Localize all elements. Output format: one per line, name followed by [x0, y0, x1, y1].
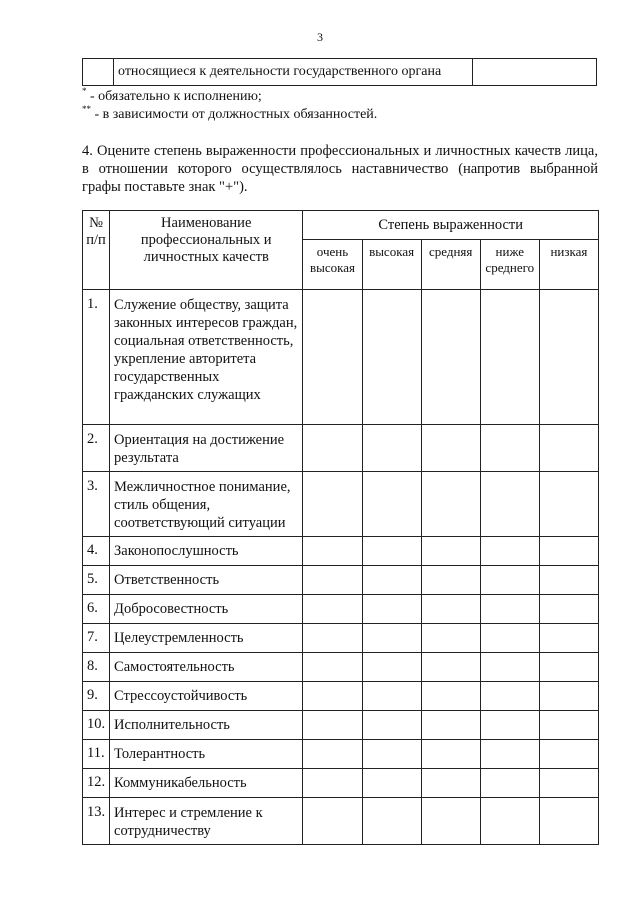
table-row [83, 653, 599, 682]
footnote-duties [82, 104, 378, 123]
rating-cell[interactable] [421, 595, 480, 624]
rating-cell[interactable] [480, 711, 539, 740]
rating-cell[interactable] [362, 595, 421, 624]
row-number: 8. [83, 653, 110, 682]
header-degree: Степень выраженности [303, 211, 599, 240]
table-row [83, 425, 599, 472]
rating-cell[interactable] [362, 566, 421, 595]
row-number: 2. [83, 425, 110, 472]
rating-cell[interactable] [362, 769, 421, 798]
rating-cell[interactable] [421, 653, 480, 682]
rating-cell[interactable] [480, 798, 539, 845]
footnote-text-duties: - в зависимости от должностных обязанностей. [91, 107, 378, 122]
row-quality-name: Целеустремленность [110, 624, 303, 653]
rating-cell[interactable] [362, 740, 421, 769]
row-number: 3. [83, 472, 110, 537]
rating-cell[interactable] [421, 425, 480, 472]
row-quality-name: Интерес и стремление к сотрудничеству [110, 798, 303, 845]
table-row [83, 740, 599, 769]
rating-cell[interactable] [539, 653, 598, 682]
row-number: 10. [83, 711, 110, 740]
rating-cell[interactable] [421, 566, 480, 595]
rating-cell[interactable] [480, 566, 539, 595]
rating-cell[interactable] [362, 290, 421, 425]
table-row [83, 595, 599, 624]
rating-cell[interactable] [303, 537, 362, 566]
rating-cell[interactable] [539, 798, 598, 845]
rating-cell[interactable] [362, 682, 421, 711]
table-row [83, 472, 599, 537]
rating-cell[interactable] [303, 798, 362, 845]
row-number: 5. [83, 566, 110, 595]
rating-cell[interactable] [303, 682, 362, 711]
row-quality-name: Самостоятельность [110, 653, 303, 682]
rating-cell[interactable] [421, 537, 480, 566]
footnote-mark-double: ** [82, 104, 91, 114]
rating-cell[interactable] [362, 537, 421, 566]
table-row [83, 682, 599, 711]
rating-cell[interactable] [303, 653, 362, 682]
row-number: 6. [83, 595, 110, 624]
table-row [83, 711, 599, 740]
row-quality-name: Толерантность [110, 740, 303, 769]
rating-cell[interactable] [539, 472, 598, 537]
rating-cell[interactable] [539, 740, 598, 769]
rating-cell[interactable] [480, 682, 539, 711]
rating-cell[interactable] [303, 290, 362, 425]
row-quality-name: Стрессоустойчивость [110, 682, 303, 711]
table-row [83, 798, 599, 845]
footnote-mandatory [82, 86, 262, 105]
rating-cell[interactable] [362, 653, 421, 682]
continuation-mark-cell[interactable] [473, 59, 597, 86]
continuation-num-cell [83, 59, 114, 86]
row-quality-name: Коммуникабельность [110, 769, 303, 798]
rating-cell[interactable] [303, 566, 362, 595]
rating-cell[interactable] [480, 740, 539, 769]
header-degree-option: низкая [539, 240, 598, 290]
qualities-table [82, 210, 599, 845]
rating-cell[interactable] [421, 798, 480, 845]
rating-cell[interactable] [421, 769, 480, 798]
footnote-text-mandatory: - обязательно к исполнению; [86, 89, 262, 104]
row-quality-name: Межличностное понимание, стиль общения, соответствующий ситуации [110, 472, 303, 537]
rating-cell[interactable] [539, 537, 598, 566]
rating-cell[interactable] [303, 769, 362, 798]
rating-cell[interactable] [539, 566, 598, 595]
page-number: 3 [317, 30, 323, 44]
continuation-text-cell: относящиеся к деятельности государственного органа [114, 59, 473, 86]
row-number: 9. [83, 682, 110, 711]
rating-cell[interactable] [362, 425, 421, 472]
rating-cell[interactable] [480, 624, 539, 653]
rating-cell[interactable] [362, 472, 421, 537]
rating-cell[interactable] [480, 537, 539, 566]
row-quality-name: Ответственность [110, 566, 303, 595]
row-quality-name: Ориентация на достижение результата [110, 425, 303, 472]
table-row [83, 566, 599, 595]
rating-cell[interactable] [362, 798, 421, 845]
rating-cell[interactable] [303, 472, 362, 537]
row-number: 7. [83, 624, 110, 653]
rating-cell[interactable] [539, 595, 598, 624]
continuation-table [82, 58, 597, 86]
rating-cell[interactable] [421, 472, 480, 537]
row-number: 1. [83, 290, 110, 425]
rating-cell[interactable] [480, 425, 539, 472]
row-number: 11. [83, 740, 110, 769]
table-row [83, 290, 599, 425]
rating-cell[interactable] [362, 711, 421, 740]
rating-cell[interactable] [539, 711, 598, 740]
header-degree-option: очень высокая [303, 240, 362, 290]
rating-cell[interactable] [303, 711, 362, 740]
row-quality-name: Добросовестность [110, 595, 303, 624]
rating-cell[interactable] [421, 682, 480, 711]
rating-cell[interactable] [480, 290, 539, 425]
header-quality-name: Наименование профессиональных и личностных качеств [110, 211, 303, 290]
row-quality-name: Законопослушность [110, 537, 303, 566]
rating-cell[interactable] [303, 624, 362, 653]
rating-cell[interactable] [421, 290, 480, 425]
rating-cell[interactable] [303, 595, 362, 624]
rating-cell[interactable] [421, 740, 480, 769]
footnote-mark-single: * [82, 86, 87, 96]
continuation-row [83, 59, 597, 86]
row-number: 12. [83, 769, 110, 798]
row-number: 13. [83, 798, 110, 845]
table-row [83, 624, 599, 653]
rating-cell[interactable] [303, 740, 362, 769]
rating-cell[interactable] [480, 769, 539, 798]
rating-cell[interactable] [480, 472, 539, 537]
header-degree-option: средняя [421, 240, 480, 290]
header-degree-option: ниже среднего [480, 240, 539, 290]
rating-cell[interactable] [539, 290, 598, 425]
rating-cell[interactable] [539, 624, 598, 653]
table-row [83, 769, 599, 798]
rating-cell[interactable] [539, 425, 598, 472]
instruction-paragraph: 4. Оцените степень выраженности профессиональных и личностных качеств лица, в отношении которого осуществлялось наставничество (напротив выбранной графы поставьте знак "+"). [82, 143, 598, 195]
rating-cell[interactable] [539, 769, 598, 798]
row-quality-name: Исполнительность [110, 711, 303, 740]
rating-cell[interactable] [539, 682, 598, 711]
table-row [83, 537, 599, 566]
rating-cell[interactable] [303, 425, 362, 472]
rating-cell[interactable] [480, 595, 539, 624]
rating-cell[interactable] [421, 711, 480, 740]
header-degree-option: высокая [362, 240, 421, 290]
rating-cell[interactable] [421, 624, 480, 653]
rating-cell[interactable] [362, 624, 421, 653]
rating-cell[interactable] [480, 653, 539, 682]
header-number: № п/п [83, 211, 110, 290]
row-number: 4. [83, 537, 110, 566]
row-quality-name: Служение обществу, защита законных интересов граждан, социальная ответственность, укрепление авторитета государственных гражданских служащих [110, 290, 303, 425]
